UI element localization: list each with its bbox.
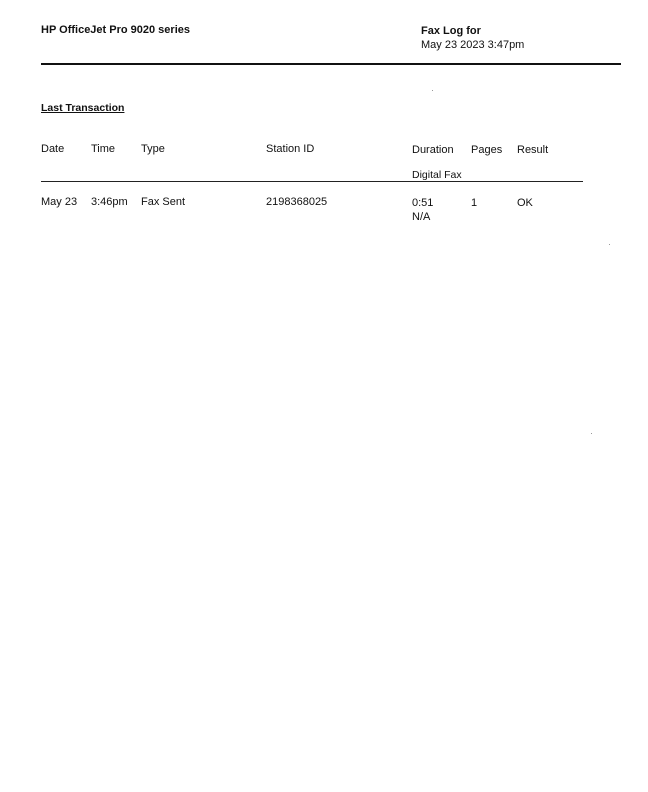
device-name: HP OfficeJet Pro 9020 series: [41, 24, 190, 36]
cell-duration: 0:51: [412, 197, 434, 209]
column-header-date: Date: [41, 143, 65, 155]
cell-station-id: 2198368025: [266, 196, 328, 208]
column-header-type: Type: [141, 143, 165, 155]
table-divider: [41, 181, 583, 182]
table-subheader: Digital Fax: [412, 169, 462, 181]
report-title: Fax Log for: [421, 25, 481, 37]
section-title: Last Transaction: [41, 102, 125, 114]
cell-duration-note: N/A: [412, 211, 431, 223]
cell-result: OK: [517, 197, 533, 209]
scan-speck: [432, 90, 433, 91]
column-header-duration: Duration: [412, 144, 454, 156]
column-header-pages: Pages: [471, 144, 503, 156]
report-datetime: May 23 2023 3:47pm: [421, 39, 525, 51]
column-header-time: Time: [91, 143, 116, 155]
cell-date: May 23: [41, 196, 78, 208]
scan-speck: [609, 244, 610, 245]
cell-pages: 1: [471, 197, 478, 209]
column-header-station-id: Station ID: [266, 143, 315, 155]
cell-type: Fax Sent: [141, 196, 186, 208]
cell-time: 3:46pm: [91, 196, 128, 208]
header-divider: [41, 63, 621, 65]
column-header-result: Result: [517, 144, 549, 156]
scan-speck: [591, 433, 592, 434]
